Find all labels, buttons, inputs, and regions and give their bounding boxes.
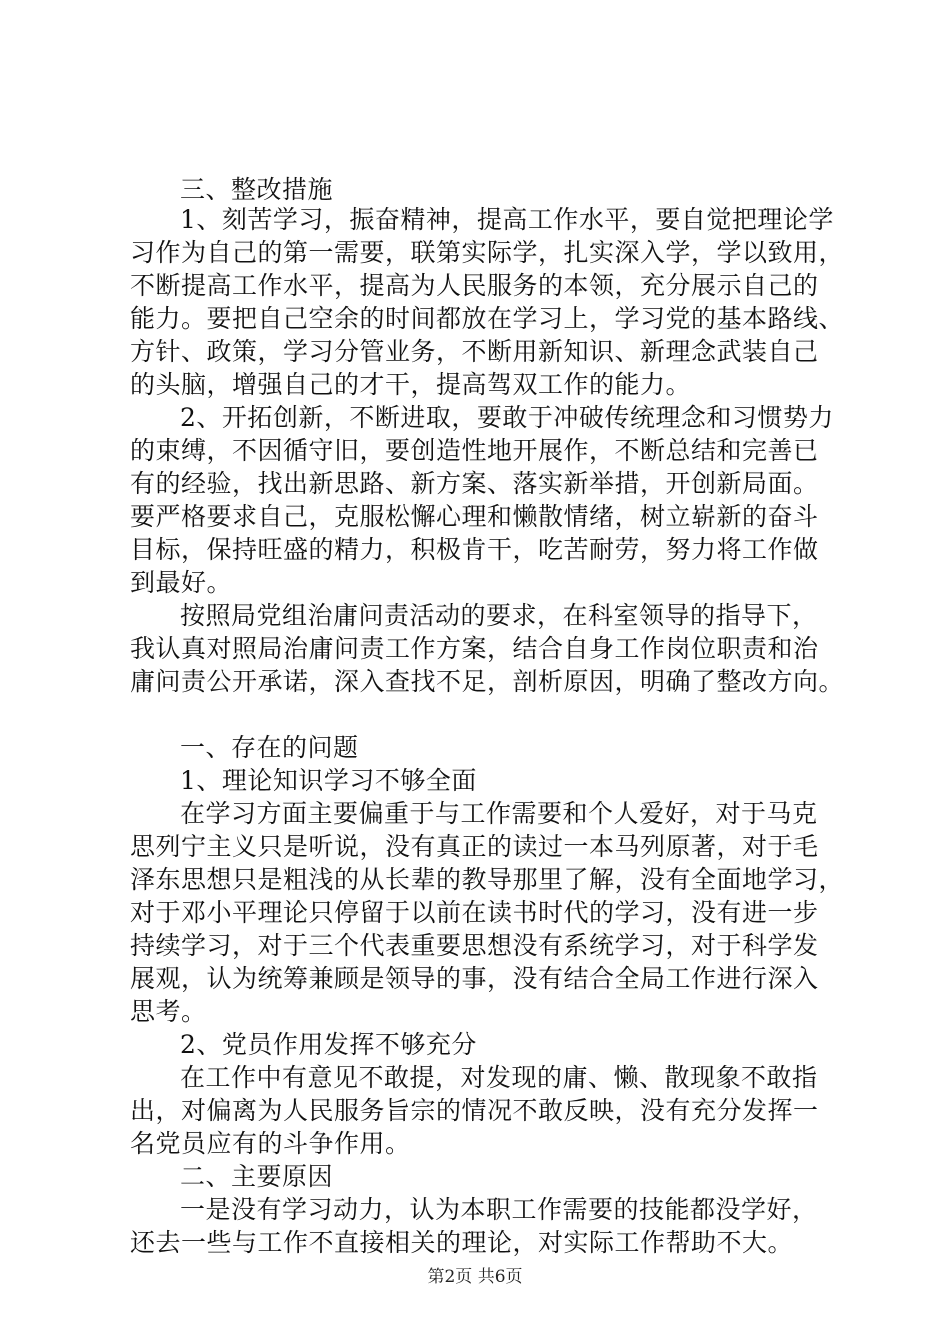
section-heading-main-causes: 二、主要原因 — [180, 1162, 334, 1191]
paragraph-line: 有的经验，找出新思路、新方案、落实新举措，开创新局面。 — [130, 469, 819, 498]
paragraph-line: 一是没有学习动力，认为本职工作需要的技能都没学好， — [180, 1195, 818, 1224]
paragraph-line: 2、开拓创新，不断进取，要敢于冲破传统理念和习惯势力 — [180, 403, 834, 432]
paragraph-line: 名党员应有的斗争作用。 — [130, 1129, 411, 1158]
paragraph-line: 思考。 — [130, 997, 207, 1026]
paragraph-line: 出，对偏离为人民服务旨宗的情况不敢反映，没有充分发挥一 — [130, 1096, 819, 1125]
paragraph-line: 在学习方面主要偏重于与工作需要和个人爱好，对于马克 — [180, 799, 818, 828]
paragraph-line: 持续学习，对于三个代表重要思想没有系统学习，对于科学发 — [130, 931, 819, 960]
paragraph-line: 方针、政策，学习分管业务，不断用新知识、新理念武装自己 — [130, 337, 819, 366]
paragraph-line: 在工作中有意见不敢提，对发现的庸、懒、散现象不敢指 — [180, 1063, 818, 1092]
paragraph-line: 庸问责公开承诺，深入查找不足，剖析原因，明确了整改方向。 — [130, 667, 845, 696]
paragraph-line: 的束缚，不因循守旧，要创造性地开展作，不断总结和完善已 — [130, 436, 819, 465]
paragraph-line: 习作为自己的第一需要，联第实际学，扎实深入学，学以致用， — [130, 238, 845, 267]
paragraph-line: 能力。要把自己空余的时间都放在学习上，学习党的基本路线、 — [130, 304, 845, 333]
paragraph-line: 不断提高工作水平，提高为人民服务的本领，充分展示自己的 — [130, 271, 819, 300]
paragraph-line: 我认真对照局治庸问责工作方案，结合自身工作岗位职责和治 — [130, 634, 819, 663]
page-number-footer: 第2页 共6页 — [427, 1267, 523, 1287]
paragraph-line: 按照局党组治庸问责活动的要求，在科室领导的指导下， — [180, 601, 818, 630]
section-heading-existing-problems: 一、存在的问题 — [180, 733, 359, 762]
paragraph-line: 到最好。 — [130, 568, 233, 597]
paragraph-line: 展观，认为统筹兼顾是领导的事，没有结合全局工作进行深入 — [130, 964, 819, 993]
subheading-party-member-role: 2、党员作用发挥不够充分 — [180, 1030, 477, 1059]
paragraph-line: 1、刻苦学习，振奋精神，提高工作水平，要自觉把理论学 — [180, 205, 834, 234]
paragraph-line: 泽东思想只是粗浅的从长辈的教导那里了解，没有全面地学习， — [130, 865, 845, 894]
paragraph-line: 还去一些与工作不直接相关的理论，对实际工作帮助不大。 — [130, 1228, 794, 1257]
paragraph-line: 目标，保持旺盛的精力，积极肯干，吃苦耐劳，努力将工作做 — [130, 535, 819, 564]
paragraph-line: 对于邓小平理论只停留于以前在读书时代的学习，没有进一步 — [130, 898, 819, 927]
section-heading-rectification-measures: 三、整改措施 — [180, 175, 334, 204]
paragraph-line: 的头脑，增强自己的才干，提高驾双工作的能力。 — [130, 370, 692, 399]
paragraph-line: 要严格要求自己，克服松懈心理和懒散情绪，树立崭新的奋斗 — [130, 502, 819, 531]
paragraph-line: 思列宁主义只是听说，没有真正的读过一本马列原著，对于毛 — [130, 832, 819, 861]
subheading-theory-study: 1、理论知识学习不够全面 — [180, 766, 477, 795]
